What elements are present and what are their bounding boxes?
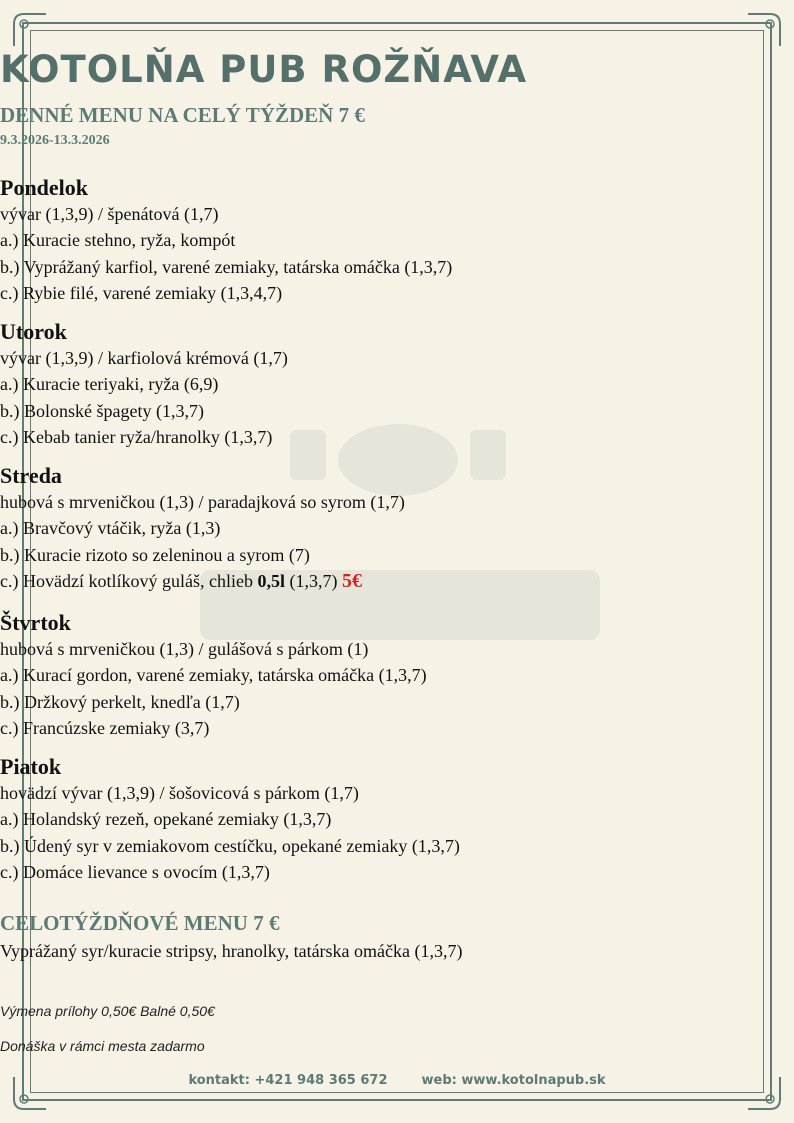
- menu-item-b: b.) Kuracie rizoto so zeleninou a syrom (7): [0, 544, 310, 565]
- menu-item-b: b.) Údený syr v zemiakovom cestíčku, opekané zemiaky (1,3,7): [0, 835, 460, 856]
- soup-line: hubová s mrveničkou (1,3) / paradajková so syrom (1,7): [0, 492, 405, 512]
- menu-item-b: b.) Držkový perkelt, knedľa (1,7): [0, 691, 240, 712]
- menu-item-c: c.) Domáce lievance s ovocím (1,3,7): [0, 862, 270, 883]
- portion-size: 0,5l: [257, 571, 285, 592]
- menu-item-c: c.) Rybie filé, varené zemiaky (1,3,4,7): [0, 283, 283, 304]
- soup-line: vývar (1,3,9) / špenátová (1,7): [0, 204, 219, 224]
- menu-item-c: c.) Kebab tanier ryža/hranolky (1,3,7): [0, 427, 273, 448]
- special-price: 5€: [341, 570, 362, 593]
- corner-ornament-icon: [744, 10, 784, 50]
- contact-row: [0, 1073, 794, 1088]
- menu-item-a: a.) Kurací gordon, varené zemiaky, tatárska omáčka (1,3,7): [0, 665, 427, 686]
- menu-item-b: b.) Bolonské špagety (1,3,7): [0, 400, 204, 421]
- pub-title: KOTOLŇA PUB ROŽŇAVA: [0, 48, 528, 91]
- menu-item-a: a.) Kuracie stehno, ryža, kompót: [0, 230, 236, 251]
- date-range: 9.3.2026-13.3.2026: [0, 133, 110, 148]
- weekly-menu-item: Vyprážaný syr/kuracie stripsy, hranolky, tatárska omáčka (1,3,7): [0, 941, 463, 961]
- day-title: Piatok: [0, 754, 62, 779]
- allergens: (1,3,7): [284, 571, 342, 592]
- soup-line: vývar (1,3,9) / karfiolová krémová (1,7): [0, 348, 288, 368]
- menu-item-a: a.) Holandský rezeň, opekané zemiaky (1,3,7): [0, 809, 332, 830]
- menu-item-a: a.) Bravčový vtáčik, ryža (1,3): [0, 518, 221, 539]
- day-friday: [0, 753, 794, 886]
- day-title: Štvrtok: [0, 610, 71, 635]
- contact-web: web: www.kotolnapub.sk: [421, 1073, 606, 1088]
- day-title: Pondelok: [0, 175, 89, 200]
- day-monday: [0, 174, 794, 307]
- day-title: Streda: [0, 463, 62, 488]
- side-dish-exchange-note: Výmena prílohy 0,50€ Balné 0,50€: [0, 1003, 215, 1019]
- soup-line: hovädzí vývar (1,3,9) / šošovicová s párkom (1,7): [0, 783, 359, 803]
- day-wednesday: [0, 462, 794, 595]
- soup-line: hubová s mrveničkou (1,3) / gulášová s párkom (1): [0, 639, 369, 659]
- contact-phone: kontakt: +421 948 365 672: [188, 1073, 388, 1088]
- menu-item-a: a.) Kuracie teriyaki, ryža (6,9): [0, 374, 219, 395]
- weekly-menu-title: CELOTÝŽDŇOVÉ MENU 7 €: [0, 911, 280, 935]
- day-thursday: [0, 609, 794, 742]
- corner-ornament-icon: [10, 10, 50, 50]
- menu-title: DENNÉ MENU NA CELÝ TÝŽDEŇ 7 €: [0, 103, 365, 127]
- menu-item-b: b.) Vyprážaný karfiol, varené zemiaky, tatárska omáčka (1,3,7): [0, 256, 453, 277]
- day-tuesday: [0, 318, 794, 451]
- day-title: Utorok: [0, 319, 67, 344]
- menu-item-c: c.) Francúzske zemiaky (3,7): [0, 718, 210, 739]
- delivery-note: Donáška v rámci mesta zadarmo: [0, 1038, 205, 1054]
- menu-item-c-text: c.) Hovädzí kotlíkový guláš, chlieb: [0, 571, 258, 592]
- menu-item-c: [0, 568, 794, 594]
